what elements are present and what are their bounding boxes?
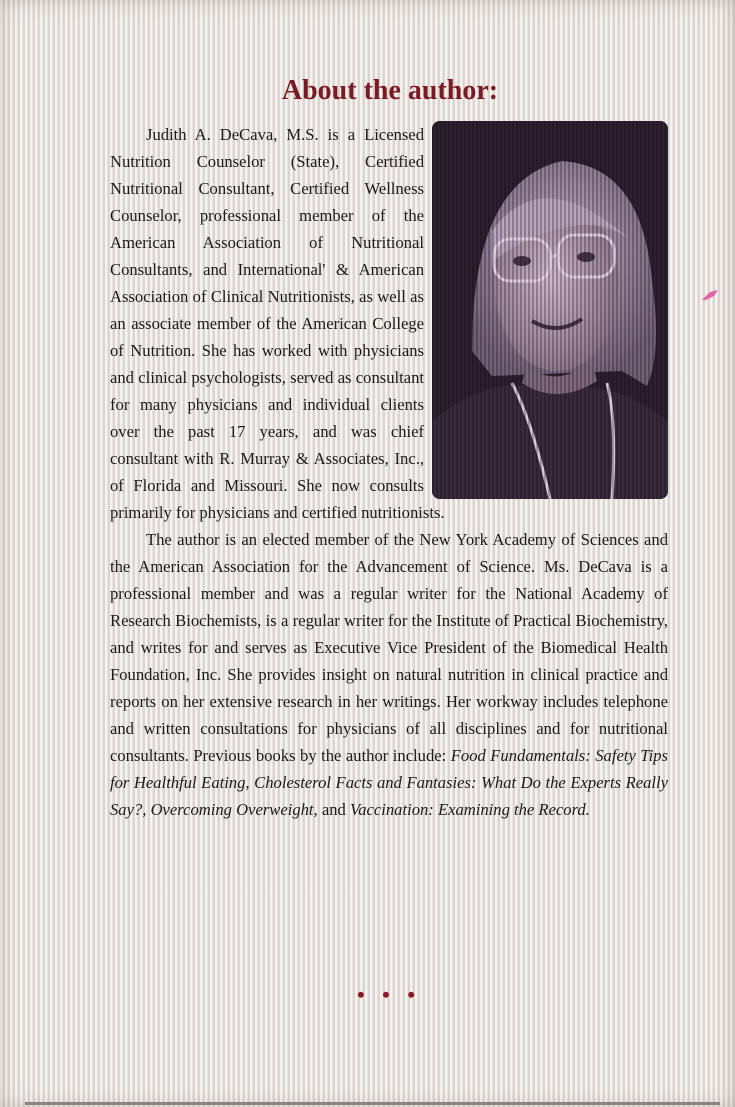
section-ellipsis: • • • — [356, 982, 422, 1007]
page-title: About the author: — [281, 75, 499, 106]
book-title-cholesterol: Cholesterol Facts and Fantasies: What Do the Experts Really Say?, — [110, 773, 669, 819]
book-title-food-fundamentals: Food Fundamentals: Safety Tips for Healthful Eating, — [110, 746, 668, 792]
bio-paragraph-1: Judith A. DeCava, M.S. is a Licensed Nutrition Counselor (State), Certified Nutritional Consultant, Certified Wellness Counselor, professional member of the American Association of Nutritional Consultants, and International' & American Association of Clinical Nutritionists, as well as an associate member of the American College of Nutrition. She has worked with physicians and clinical psychologists, served as consultant for many physicians and individual clients over the past 17 years, and was chief consultant with R. Murray & Associates, Inc., of Florida and Missouri. She now consults primarily for physicians and certified nutritionists. — [110, 125, 445, 522]
conjunction-and: and — [317, 800, 350, 819]
page-bottom-edge — [25, 1102, 720, 1105]
ink-stain-mark — [700, 288, 720, 302]
author-portrait-image — [432, 121, 668, 499]
book-title-overweight: Overcoming Overweight, — [150, 800, 318, 819]
bio-paragraph-2 — [110, 526, 668, 823]
author-bio — [110, 121, 668, 823]
book-title-vaccination: Vaccination: Examining the Record. — [349, 800, 590, 819]
author-photo — [432, 121, 668, 499]
bio-paragraph-2-text: The author is an elected member of the New York Academy of Sciences and the American Association for the Advancement of Science. Ms. DeCava is a professional member and was a regular writer for the National Academy of Research Biochemists, is a regular writer for the Institute of Practical Biochemistry, and writes for and serves as Executive Vice President of the Biomedical Health Foundation, Inc. She provides insight on natural nutrition in clinical practice and reports on her extensive research in her writings. Her workway includes telephone and written consultations for physicians of all disciplines and for nutritional consultants. Previous books by the author include: — [110, 530, 668, 765]
